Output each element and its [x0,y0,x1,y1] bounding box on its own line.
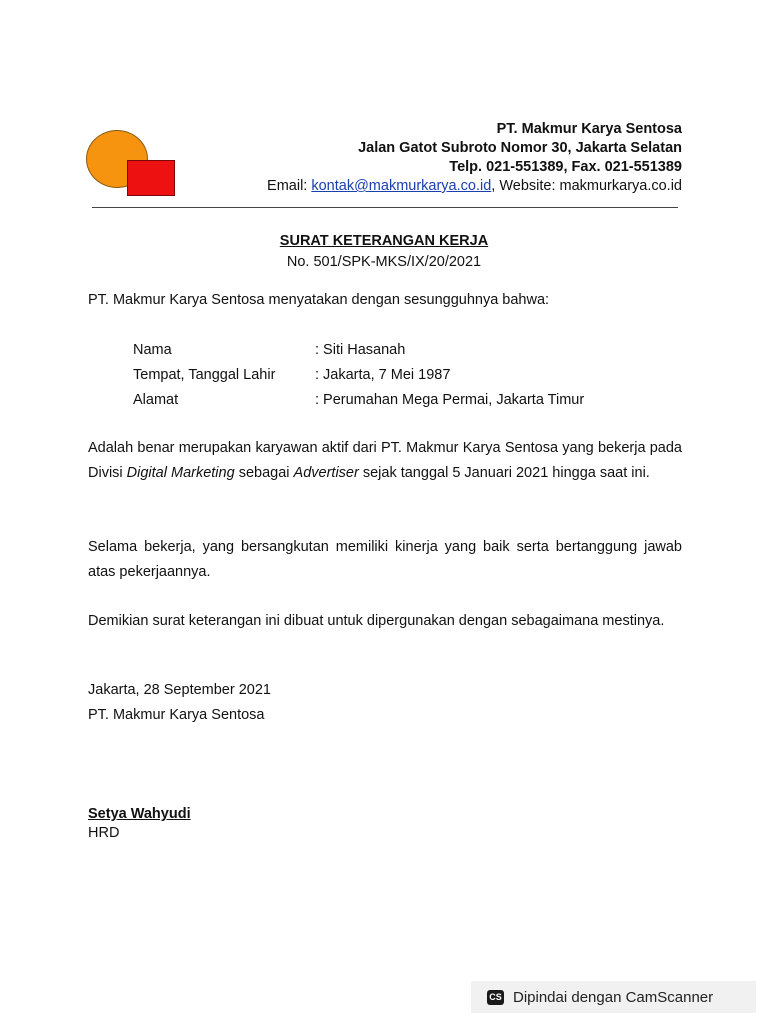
website-text: , Website: makmurkarya.co.id [491,178,682,194]
place-date: Jakarta, 28 September 2021 [88,682,271,698]
position-name: Advertiser [293,465,359,481]
intro-paragraph: PT. Makmur Karya Sentosa menyatakan dengan sesungguhnya bahwa: [88,292,550,308]
field-row [133,338,693,363]
field-label: Nama [133,342,172,358]
field-row [133,363,693,388]
email-link[interactable]: kontak@makmurkarya.co.id [311,178,492,194]
camscanner-icon: CS [487,990,504,1005]
logo-red-square [127,160,175,196]
performance-paragraph: Selama bekerja, yang bersangkutan memiliki kinerja yang baik serta bertanggung jawab atas pekerjaannya. [88,539,682,580]
company-address: Jalan Gatot Subroto Nomor 30, Jakarta Selatan [358,140,682,156]
company-contact [267,177,682,196]
paragraph-text: sebagai [234,465,294,481]
field-row [133,388,693,413]
field-value: : Siti Hasanah [315,342,406,358]
closing-paragraph: Demikian surat keterangan ini dibuat untuk dipergunakan dengan sebagaimana mestinya. [88,613,665,629]
header-divider [92,207,678,208]
signer-role: HRD [88,825,120,841]
paragraph-text: sejak tanggal 5 Januari 2021 hingga saat ini. [358,465,650,481]
field-label: Alamat [133,392,179,408]
company-name: PT. Makmur Karya Sentosa [496,121,682,137]
employee-fields [133,338,693,413]
division-name: Digital Marketing [126,465,235,481]
letter-number: No. 501/SPK-MKS/IX/20/2021 [286,254,482,270]
camscanner-watermark [471,981,756,1013]
letterhead [267,120,682,196]
company-logo [86,130,178,200]
field-label: Tempat, Tanggal Lahir [133,367,276,383]
employment-paragraph [88,436,682,486]
company-phone-fax: Telp. 021-551389, Fax. 021-551389 [449,159,682,175]
field-value: : Perumahan Mega Permai, Jakarta Timur [315,392,585,408]
signing-company: PT. Makmur Karya Sentosa [88,707,265,723]
letter-title: SURAT KETERANGAN KERJA [279,233,489,249]
field-value: : Jakarta, 7 Mei 1987 [315,367,451,383]
paragraph-text: Adalah benar merupakan karyawan aktif dari PT. Makmur Karya Sentosa yang bekerja pada Divisi [88,440,682,481]
signer-name: Setya Wahyudi [88,806,191,822]
email-label: Email: [267,178,312,194]
camscanner-text: Dipindai dengan CamScanner [513,988,714,1006]
